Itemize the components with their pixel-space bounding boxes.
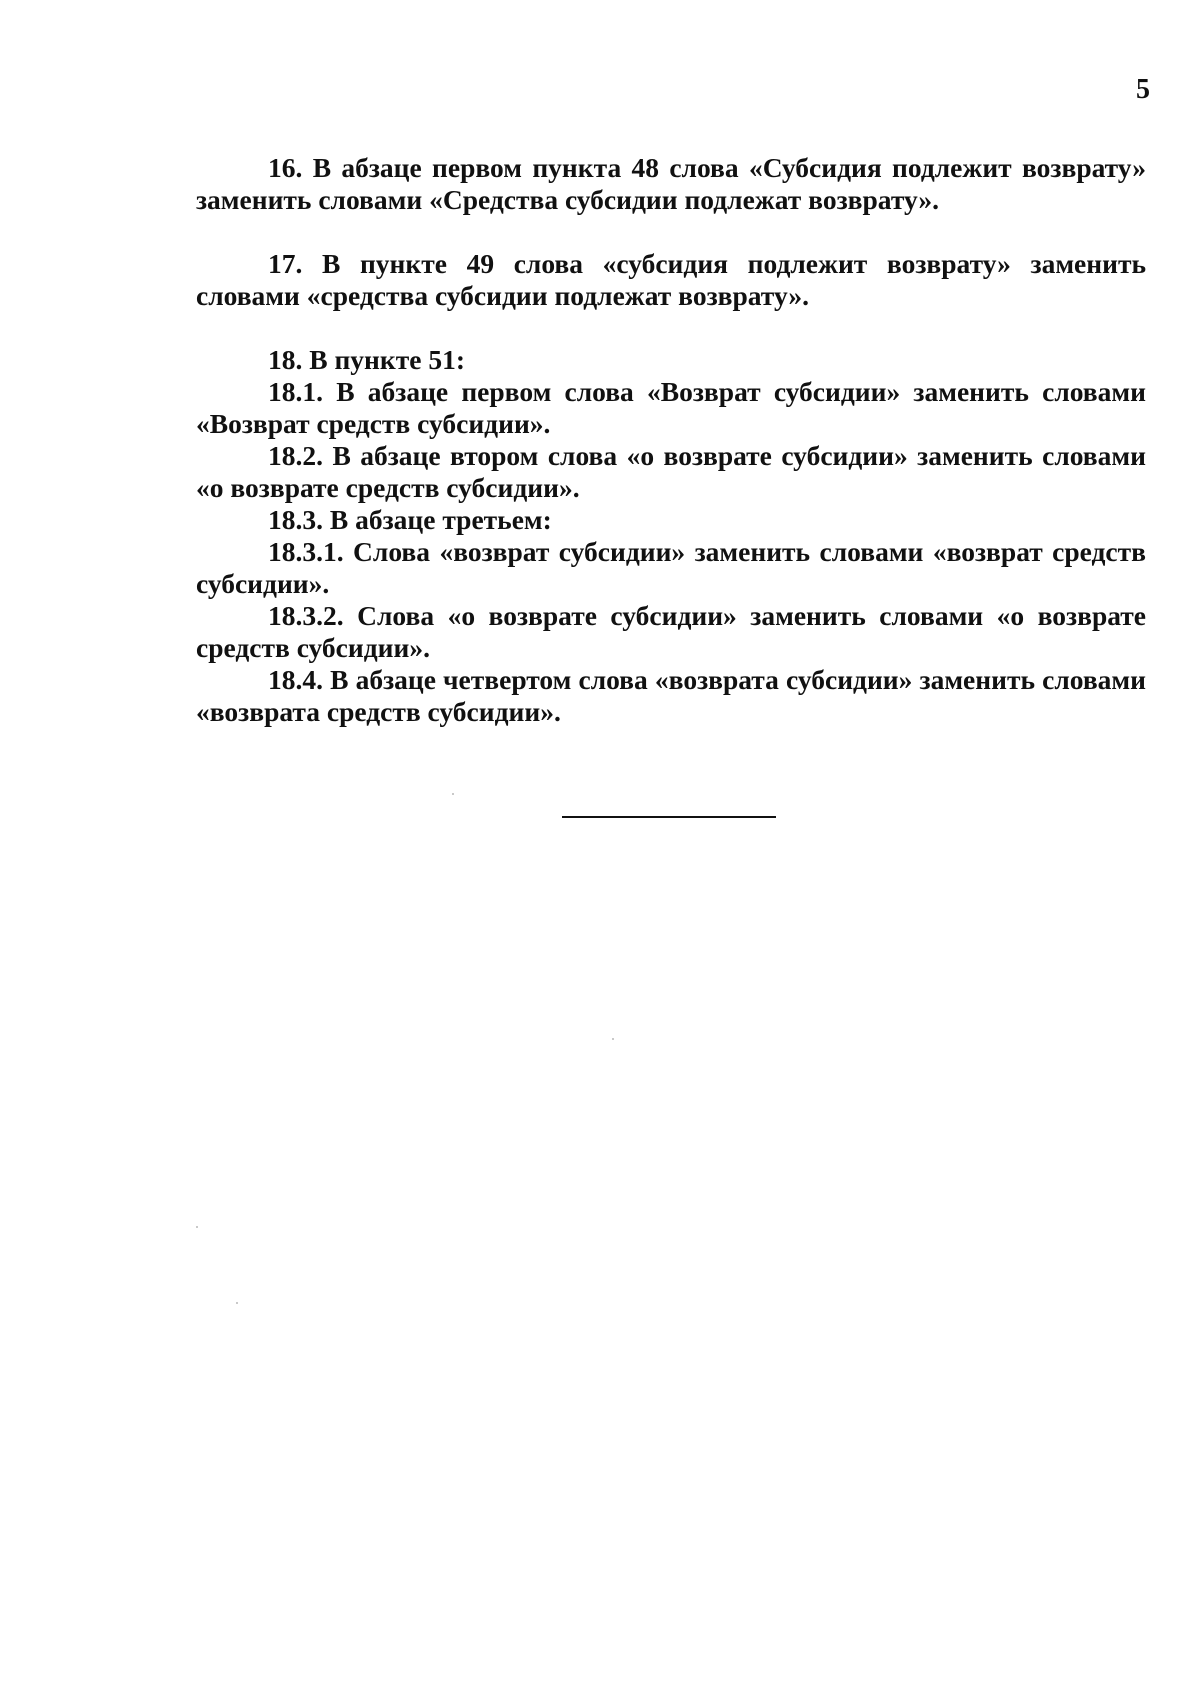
paragraph-18-3: 18.3. В абзаце третьем: <box>268 504 552 535</box>
document-body <box>196 152 1146 728</box>
scan-speck <box>196 1226 198 1228</box>
paragraph-16: 16. В абзаце первом пункта 48 слова «Субсидия подлежит возврату» заменить словами «Средства субсидии подлежат возврату». <box>196 152 1146 215</box>
scan-speck <box>236 1302 238 1304</box>
end-separator-line <box>562 816 776 818</box>
paragraph-18-2: 18.2. В абзаце втором слова «о возврате субсидии» заменить словами «о возврате средств субсидии». <box>196 440 1146 503</box>
paragraph-18-3-2: 18.3.2. Слова «о возврате субсидии» заменить словами «о возврате средств субсидии». <box>196 600 1146 663</box>
scan-speck <box>612 1038 614 1040</box>
scan-speck <box>452 793 454 795</box>
paragraph-18-1: 18.1. В абзаце первом слова «Возврат субсидии» заменить словами «Возврат средств субсидии». <box>196 376 1146 439</box>
paragraph-17: 17. В пункте 49 слова «субсидия подлежит возврату» заменить словами «средства субсидии подлежат возврату». <box>196 248 1146 311</box>
paragraph-18: 18. В пункте 51: <box>268 344 465 375</box>
page-number: 5 <box>1136 74 1150 105</box>
paragraph-18-4: 18.4. В абзаце четвертом слова «возврата субсидии» заменить словами «возврата средств субсидии». <box>196 664 1146 727</box>
paragraph-18-3-1: 18.3.1. Слова «возврат субсидии» заменить словами «возврат средств субсидии». <box>196 536 1146 599</box>
